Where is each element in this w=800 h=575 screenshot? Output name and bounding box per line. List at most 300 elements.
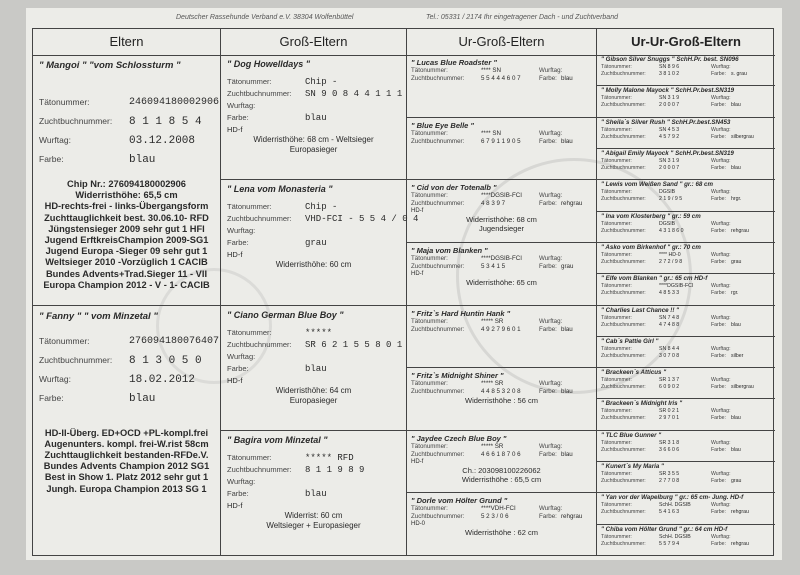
tattoo-number (227, 453, 400, 465)
coat-color-label: Farbe: (39, 154, 64, 164)
studbook-number-value: SR 6 2 1 5 5 8 0 1 (305, 339, 403, 350)
birth-date-label: Wurftag: (711, 377, 731, 384)
birth-date (227, 352, 400, 364)
coat-color-label: Farbe: (711, 446, 726, 453)
studbook-row (601, 509, 771, 516)
studbook-row (411, 138, 592, 146)
dog-name: " Brackeen`s Midnight Iris " (601, 400, 683, 408)
title-line: Zuchttauglichkeit best. 30.06.10- RFD (44, 212, 209, 223)
birth-date-label: Wurftag: (711, 251, 731, 258)
studbook-number-value: 8 1 1 8 5 4 (129, 116, 202, 128)
birth-date-label: Wurftag: (539, 380, 563, 388)
spacer (227, 320, 400, 328)
coat-color-value: silbergrau (731, 133, 754, 140)
note-line: Widerristhöhe: 68 cm - Weltsieger (253, 135, 374, 144)
dog-name: " Abigail Emily Mayock " SchH.Pr.best.SN319 (601, 149, 734, 157)
studbook-label: Zuchtbuchnummer: (601, 384, 646, 391)
coat-color-label: Farbe: (711, 196, 726, 203)
note-line: Europasieger (289, 145, 338, 154)
pedigree-paper (26, 8, 782, 560)
note-line: Widerristhöhe: 64 cm (275, 385, 352, 395)
studbook-number-value: VHD-FCI - 5 5 4 / 0 4 (305, 214, 419, 225)
dog-name: " Lewis vom Weißen Sand " gr.: 68 cm (601, 181, 714, 189)
birth-date-label: Wurftag: (39, 135, 71, 145)
coat-color (227, 364, 400, 376)
studbook-label: Zuchtbuchnummer: (411, 200, 465, 208)
coat-color-value: grau (731, 478, 742, 485)
birth-date-label: Wurftag: (711, 439, 731, 446)
coat-color-value: s. grau (731, 71, 747, 77)
letterhead-left: Deutscher Rassehunde Verband e.V. 38304 Wolfenbüttel (176, 14, 354, 21)
studbook-label: Zuchtbuchnummer: (411, 450, 465, 458)
tattoo-label: Tätonummer: (601, 157, 632, 164)
great-great-grandparent-cell (597, 86, 775, 117)
studbook-value: 2 0 0 0 7 (659, 164, 680, 171)
birth-date-label: Wurftag: (539, 317, 563, 325)
coat-color-label: Farbe: (227, 488, 249, 498)
tattoo-value: ****DGSIB-FCI (481, 192, 522, 200)
coat-color-label: Farbe: (711, 71, 726, 77)
note-line: Widerristhöhe : 62 cm (465, 528, 538, 538)
grandparent-cell (221, 55, 406, 180)
studbook-value: 6 7 9 1 1 9 0 5 (481, 137, 521, 145)
tattoo-label: Tätonummer: (601, 471, 632, 478)
dog-name: " Kunert`s My Maria " (601, 463, 664, 471)
studbook-value: 2 9 7 0 1 (659, 415, 680, 422)
tattoo-row (411, 505, 592, 513)
coat-color-label: Farbe: (539, 75, 557, 82)
studbook-row (601, 71, 771, 78)
coat-color-value: blau (129, 154, 156, 166)
studbook-label: Zuchtbuchnummer: (601, 540, 646, 547)
tattoo-row (601, 471, 771, 478)
studbook-row (601, 541, 771, 548)
great-great-grandparent-cell (597, 462, 775, 493)
studbook-row (411, 200, 592, 208)
tattoo-value: SR 1 3 7 (659, 377, 680, 384)
coat-color-label: Farbe: (711, 102, 726, 109)
tattoo-value: **** SN (481, 67, 501, 74)
note-line: Jugendsieger (478, 224, 525, 234)
coat-color-label: Farbe: (711, 164, 726, 171)
studbook-value: 4 6 6 1 8 7 0 6 (481, 450, 521, 458)
coat-color-label: Farbe: (711, 509, 726, 516)
coat-color-label: Farbe: (711, 352, 726, 359)
parent-cell (33, 55, 220, 306)
tattoo-row (601, 221, 771, 228)
birth-date-label: Wurftag: (711, 283, 731, 290)
tattoo-label: Tätonummer: (411, 442, 448, 450)
dog-name: " Cid von der Totenalb " (411, 183, 497, 193)
studbook-number-label: Zuchtbuchnummer: (227, 464, 292, 474)
note-line: Widerristhöhe: 65 cm (466, 277, 537, 287)
dog-name: " Gibson Silver Snuggs " SchH.Pr. best. SN096 (601, 56, 739, 63)
studbook-number (39, 355, 214, 374)
studbook-value: 2 1 9 / 9 5 (659, 196, 683, 203)
coat-color-label: Farbe: (539, 137, 557, 145)
birth-date-label: Wurftag: (227, 101, 256, 110)
hd-status: HD-f (227, 250, 243, 260)
tattoo-row (601, 346, 771, 353)
studbook-row (601, 353, 771, 360)
spacer (227, 194, 400, 202)
great-grandparent-cell (407, 368, 596, 431)
great-grandparent-cell (407, 431, 596, 494)
coat-color-label: Farbe: (227, 363, 249, 373)
birth-date-label: Wurftag: (711, 64, 731, 70)
tattoo-value: ***** SR (481, 442, 504, 450)
studbook-number (39, 116, 214, 135)
coat-color (227, 489, 400, 501)
tattoo-row (411, 192, 592, 200)
note-line: Weltsieger + Europasieger (266, 520, 361, 530)
tattoo-row (411, 255, 592, 263)
studbook-row (601, 290, 771, 297)
birth-date-label: Wurftag: (711, 471, 731, 478)
coat-color-value: blau (305, 363, 327, 374)
coat-color-value: blau (731, 102, 741, 109)
column-great-great-grandparents (597, 29, 775, 555)
title-line: HD-II-Überg. ED+OCD +PL-kompl.frei (44, 427, 209, 438)
dog-name: " Chiba vom Hölter Grund " gr.: 64 cm HD-f (601, 525, 728, 533)
birth-date-label: Wurftag: (711, 220, 731, 227)
studbook-number (227, 339, 403, 352)
great-great-grandparent-cell (597, 212, 775, 243)
coat-color-label: Farbe: (711, 227, 726, 234)
tattoo-number-label: Tätonummer: (227, 452, 272, 462)
studbook-number-label: Zuchtbuchnummer: (39, 354, 113, 365)
coat-color-value: blau (305, 113, 327, 123)
tattoo-number-value: 246094180002906 (129, 97, 220, 108)
tattoo-label: Tätonummer: (411, 254, 448, 262)
column-header-parents: Eltern (33, 29, 220, 56)
studbook-value: 5 3 4 1 5 (481, 262, 506, 270)
title-line: Zuchttauglichkeit bestanden-RFDe.V. (44, 449, 209, 460)
grandparent-cell (221, 306, 406, 431)
tattoo-label: Tätonummer: (601, 533, 632, 540)
coat-color-value: rgr. (731, 290, 739, 297)
studbook-label: Zuchtbuchnummer: (601, 164, 646, 171)
coat-color-label: Farbe: (711, 540, 726, 547)
birth-date-label: Wurftag: (711, 189, 731, 196)
studbook-value: 4 4 8 5 3 2 0 8 (481, 388, 521, 396)
dog-name: " Molly Malone Mayock " SchH.Pr.best.SN319 (601, 87, 735, 95)
great-great-grandparent-cell (597, 118, 775, 149)
studbook-value: 2 7 2 / 9 8 (659, 258, 683, 265)
tattoo-label: Tätonummer: (411, 67, 448, 74)
coat-color-label: Farbe: (711, 415, 726, 422)
titles-block (39, 428, 214, 495)
tattoo-number-value: ***** RFD (305, 452, 354, 463)
hd-status: HD-f (411, 208, 424, 215)
great-great-grandparent-cell (597, 149, 775, 180)
coat-color-label: Farbe: (227, 238, 249, 248)
studbook-label: Zuchtbuchnummer: (411, 262, 465, 270)
studbook-row (411, 388, 592, 396)
tattoo-label: Tätonummer: (601, 189, 632, 196)
tattoo-label: Tätonummer: (601, 345, 632, 352)
tattoo-row (601, 534, 771, 541)
spacer (39, 322, 214, 336)
studbook-value: 4 8 3 9 7 (481, 200, 506, 208)
studbook-label: Zuchtbuchnummer: (601, 509, 646, 516)
studbook-row (601, 228, 771, 235)
coat-color-value: grau (305, 238, 327, 249)
studbook-value: 2 0 0 0 7 (659, 102, 680, 109)
tattoo-row (601, 189, 771, 196)
column-great-grandparents (407, 29, 597, 555)
great-great-grandparent-cell (597, 337, 775, 368)
studbook-value: 4 8 5 3 3 (659, 290, 680, 297)
tattoo-label: Tätonummer: (411, 192, 448, 200)
dog-name: " Dog Howelldays " (227, 59, 311, 69)
title-line: Europa Champion 2012 - V - 1- CACIB (43, 279, 210, 290)
dog-name: " Lucas Blue Roadster " (411, 58, 497, 67)
tattoo-number-value: Chip - (305, 202, 338, 213)
coat-color-value: blau (731, 446, 741, 453)
dog-name: " Jaydee Czech Blue Boy " (411, 433, 507, 443)
coat-color-value: silbergrau (731, 384, 754, 391)
tattoo-label: Tätonummer: (601, 408, 632, 415)
dog-name: " Lena vom Monasteria " (227, 184, 333, 195)
dog-name: " Yan vor der Wapelburg " gr.: 65 cm- Jung. HD-f (601, 494, 744, 502)
birth-date (227, 477, 400, 489)
studbook-label: Zuchtbuchnummer: (601, 102, 646, 109)
studbook-number (227, 465, 400, 477)
studbook-value: 4 7 4 8 8 (659, 321, 680, 328)
tattoo-row (601, 95, 771, 102)
studbook-row (411, 75, 592, 83)
studbook-label: Zuchtbuchnummer: (601, 196, 646, 203)
tattoo-number-value: 276094180076407 (129, 335, 220, 347)
coat-color-value: blau (731, 415, 741, 422)
birth-date-label: Wurftag: (711, 95, 731, 102)
tattoo-value: SR 0 2 1 (659, 408, 680, 415)
studbook-value: 3 6 6 0 6 (659, 446, 680, 453)
great-great-grandparent-cell (597, 243, 775, 274)
dog-name: " Elfe vom Blanken " gr.: 65 cm HD-f (601, 275, 708, 283)
studbook-row (601, 415, 771, 422)
coat-color (227, 113, 400, 125)
studbook-label: Zuchtbuchnummer: (601, 321, 646, 328)
tattoo-row (601, 283, 771, 290)
birth-date (39, 135, 214, 154)
note-line: Widerrist: 60 cm (284, 510, 343, 520)
tattoo-number-label: Tätonummer: (39, 97, 90, 107)
coat-color-label: Farbe: (711, 321, 726, 328)
studbook-label: Zuchtbuchnummer: (601, 133, 646, 140)
tattoo-value: **** HD-0 (659, 251, 681, 258)
birth-date-label: Wurftag: (227, 476, 256, 486)
tattoo-number (227, 328, 400, 340)
title-line: Bundes Advents Champion 2012 SG1 (43, 461, 210, 472)
tattoo-value: SN 8 9 6 (659, 64, 680, 70)
spacer (39, 71, 214, 97)
great-great-grandparent-cell (597, 431, 775, 462)
tattoo-value: SchH. DGSIB (659, 502, 691, 509)
birth-date-value: 18.02.2012 (129, 373, 196, 386)
studbook-value: 5 2 3 / 0 6 (481, 513, 509, 521)
studbook-number (227, 89, 403, 101)
tattoo-row (411, 130, 592, 138)
studbook-label: Zuchtbuchnummer: (601, 290, 646, 297)
tattoo-value: ****DGSIB-FCI (659, 283, 694, 290)
tattoo-row (411, 318, 592, 326)
coat-color-value: grau (731, 258, 742, 265)
dog-name: " Fritz`s Hard Huntin Hank " (411, 308, 511, 318)
coat-color-value: blau (129, 392, 156, 405)
great-grandparent-cell (407, 118, 596, 181)
tattoo-number (39, 335, 220, 355)
hd-status: HD-f (227, 500, 243, 510)
hd-status: HD-0 (411, 521, 426, 528)
tattoo-value: SN 4 5 3 (659, 126, 680, 133)
studbook-row (411, 513, 592, 521)
tattoo-row (601, 127, 771, 134)
grandparent-cell (221, 431, 406, 556)
studbook-row (601, 384, 771, 391)
column-parents (33, 29, 221, 555)
coat-color-value: hrgr. (731, 196, 742, 203)
tattoo-label: Tätonummer: (411, 317, 448, 325)
hd-status: HD-f (411, 270, 424, 277)
tattoo-value: DGSIB (659, 220, 676, 227)
dog-name: " TLC Blue Gunner " (601, 431, 662, 439)
studbook-number-label: Zuchtbuchnummer: (39, 116, 113, 126)
birth-date-label: Wurftag: (539, 67, 563, 74)
tattoo-label: Tätonummer: (601, 502, 632, 509)
tattoo-row (601, 64, 771, 71)
studbook-row (601, 259, 771, 266)
studbook-row (411, 451, 592, 459)
studbook-label: Zuchtbuchnummer: (411, 388, 465, 396)
tattoo-row (601, 252, 771, 259)
title-line: Augenunters. kompl. frei-W.rist 58cm (44, 438, 209, 449)
studbook-label: Zuchtbuchnummer: (601, 446, 646, 453)
title-line: Jungh. Europa Champion 2013 SG 1 (46, 483, 207, 494)
tattoo-value: **** SN (481, 129, 501, 137)
coat-color-label: Farbe: (539, 325, 557, 333)
tattoo-value: ***** SR (481, 317, 504, 325)
studbook-value: 5 5 4 4 4 6 0 7 (481, 75, 521, 82)
great-great-grandparent-cell (597, 525, 775, 556)
pedigree-table (32, 28, 774, 556)
birth-date-label: Wurftag: (539, 192, 563, 200)
birth-date (39, 374, 214, 393)
parent-cell (33, 306, 220, 557)
great-great-grandparent-cell (597, 368, 775, 399)
birth-date-value: 03.12.2008 (129, 135, 196, 147)
great-great-grandparent-cell (597, 306, 775, 337)
title-line: Jugend Europa -Sieger 09 sehr gut 1 (45, 246, 208, 257)
studbook-value: 5 4 1 6 3 (659, 509, 680, 516)
tattoo-number-label: Tätonummer: (39, 335, 90, 346)
studbook-value: 3 8 1 0 2 (659, 71, 680, 77)
studbook-number (227, 214, 419, 226)
dog-name: " Blue Eye Belle " (411, 120, 474, 130)
note-line: Widerristhöhe: 60 cm (275, 260, 352, 270)
coat-color-value: grau (561, 262, 574, 270)
studbook-row (601, 134, 771, 141)
birth-date-label: Wurftag: (711, 157, 731, 164)
studbook-label: Zuchtbuchnummer: (411, 513, 465, 521)
hd-status: HD-f (227, 375, 243, 385)
dog-name: " Brackeen`s Atticus " (601, 369, 667, 377)
dog-name: " Bagira vom Minzetal " (227, 434, 328, 445)
dog-name: " Cab`s Pattie Girl " (601, 337, 659, 345)
tattoo-label: Tätonummer: (601, 64, 632, 70)
note-line: Europasieger (289, 395, 338, 405)
coat-color-label: Farbe: (711, 478, 726, 485)
studbook-label: Zuchtbuchnummer: (601, 478, 646, 485)
tattoo-value: ****VDH-FCI (481, 505, 516, 513)
birth-date-label: Wurftag: (711, 533, 731, 540)
note-line: Widerristhöhe : 56 cm (465, 396, 538, 406)
tattoo-number (227, 77, 400, 89)
coat-color-value: blau (561, 325, 573, 333)
coat-color-label: Farbe: (539, 200, 557, 208)
tattoo-value: SchH. DGSIB (659, 533, 691, 540)
studbook-row (601, 447, 771, 454)
tattoo-number-label: Tätonummer: (227, 202, 272, 212)
birth-date-label: Wurftag: (227, 226, 256, 236)
studbook-number-label: Zuchtbuchnummer: (227, 214, 292, 224)
great-grandparent-cell (407, 55, 596, 118)
column-header-great-great-grandparents: Ur-Ur-Groß-Eltern (597, 29, 775, 56)
great-great-grandparent-cell (597, 493, 775, 524)
great-grandparent-cell (407, 493, 596, 556)
dog-name: " Dorle vom Hölter Grund " (411, 496, 508, 506)
birth-date-label: Wurftag: (539, 505, 563, 513)
studbook-row (601, 102, 771, 109)
tattoo-value: SN 8 4 4 (659, 345, 680, 352)
birth-date-label: Wurftag: (539, 129, 563, 137)
tattoo-row (411, 443, 592, 451)
tattoo-label: Tätonummer: (601, 126, 632, 133)
birth-date-label: Wurftag: (711, 314, 731, 321)
studbook-number-value: 8 1 1 9 8 9 (305, 464, 365, 475)
tattoo-value: ***** SR (481, 380, 504, 388)
studbook-value: 2 7 7 0 8 (659, 478, 680, 485)
tattoo-label: Tätonummer: (601, 439, 632, 446)
studbook-row (601, 196, 771, 203)
coat-color-value: blau (561, 137, 573, 145)
tattoo-label: Tätonummer: (601, 377, 632, 384)
coat-color-label: Farbe: (539, 262, 557, 270)
title-line: HD-rechts-frei - links-Übergangsform (44, 201, 209, 212)
great-great-grandparent-cell (597, 399, 775, 430)
birth-date (227, 226, 400, 238)
birth-date-label: Wurftag: (539, 442, 563, 450)
coat-color-value: blau (305, 488, 327, 499)
studbook-row (601, 478, 771, 485)
studbook-label: Zuchtbuchnummer: (601, 71, 646, 77)
coat-color-value: blau (731, 164, 741, 171)
tattoo-row (601, 377, 771, 384)
studbook-value: 4 5 7 9 2 (659, 133, 680, 140)
tattoo-row (601, 502, 771, 509)
tattoo-row (601, 315, 771, 322)
studbook-label: Zuchtbuchnummer: (601, 258, 646, 265)
coat-color-label: Farbe: (711, 258, 726, 265)
birth-date-label: Wurftag: (539, 254, 563, 262)
birth-date-label: Wurftag: (39, 373, 71, 384)
great-grandparent-cell (407, 306, 596, 369)
tattoo-value: DGSIB (659, 189, 676, 196)
studbook-label: Zuchtbuchnummer: (601, 352, 646, 359)
note-line: Widerristhöhe: 68 cm (466, 215, 537, 225)
dog-name: " Sheila`s Silver Rush " SchH.Pr.best.SN453 (601, 118, 731, 126)
